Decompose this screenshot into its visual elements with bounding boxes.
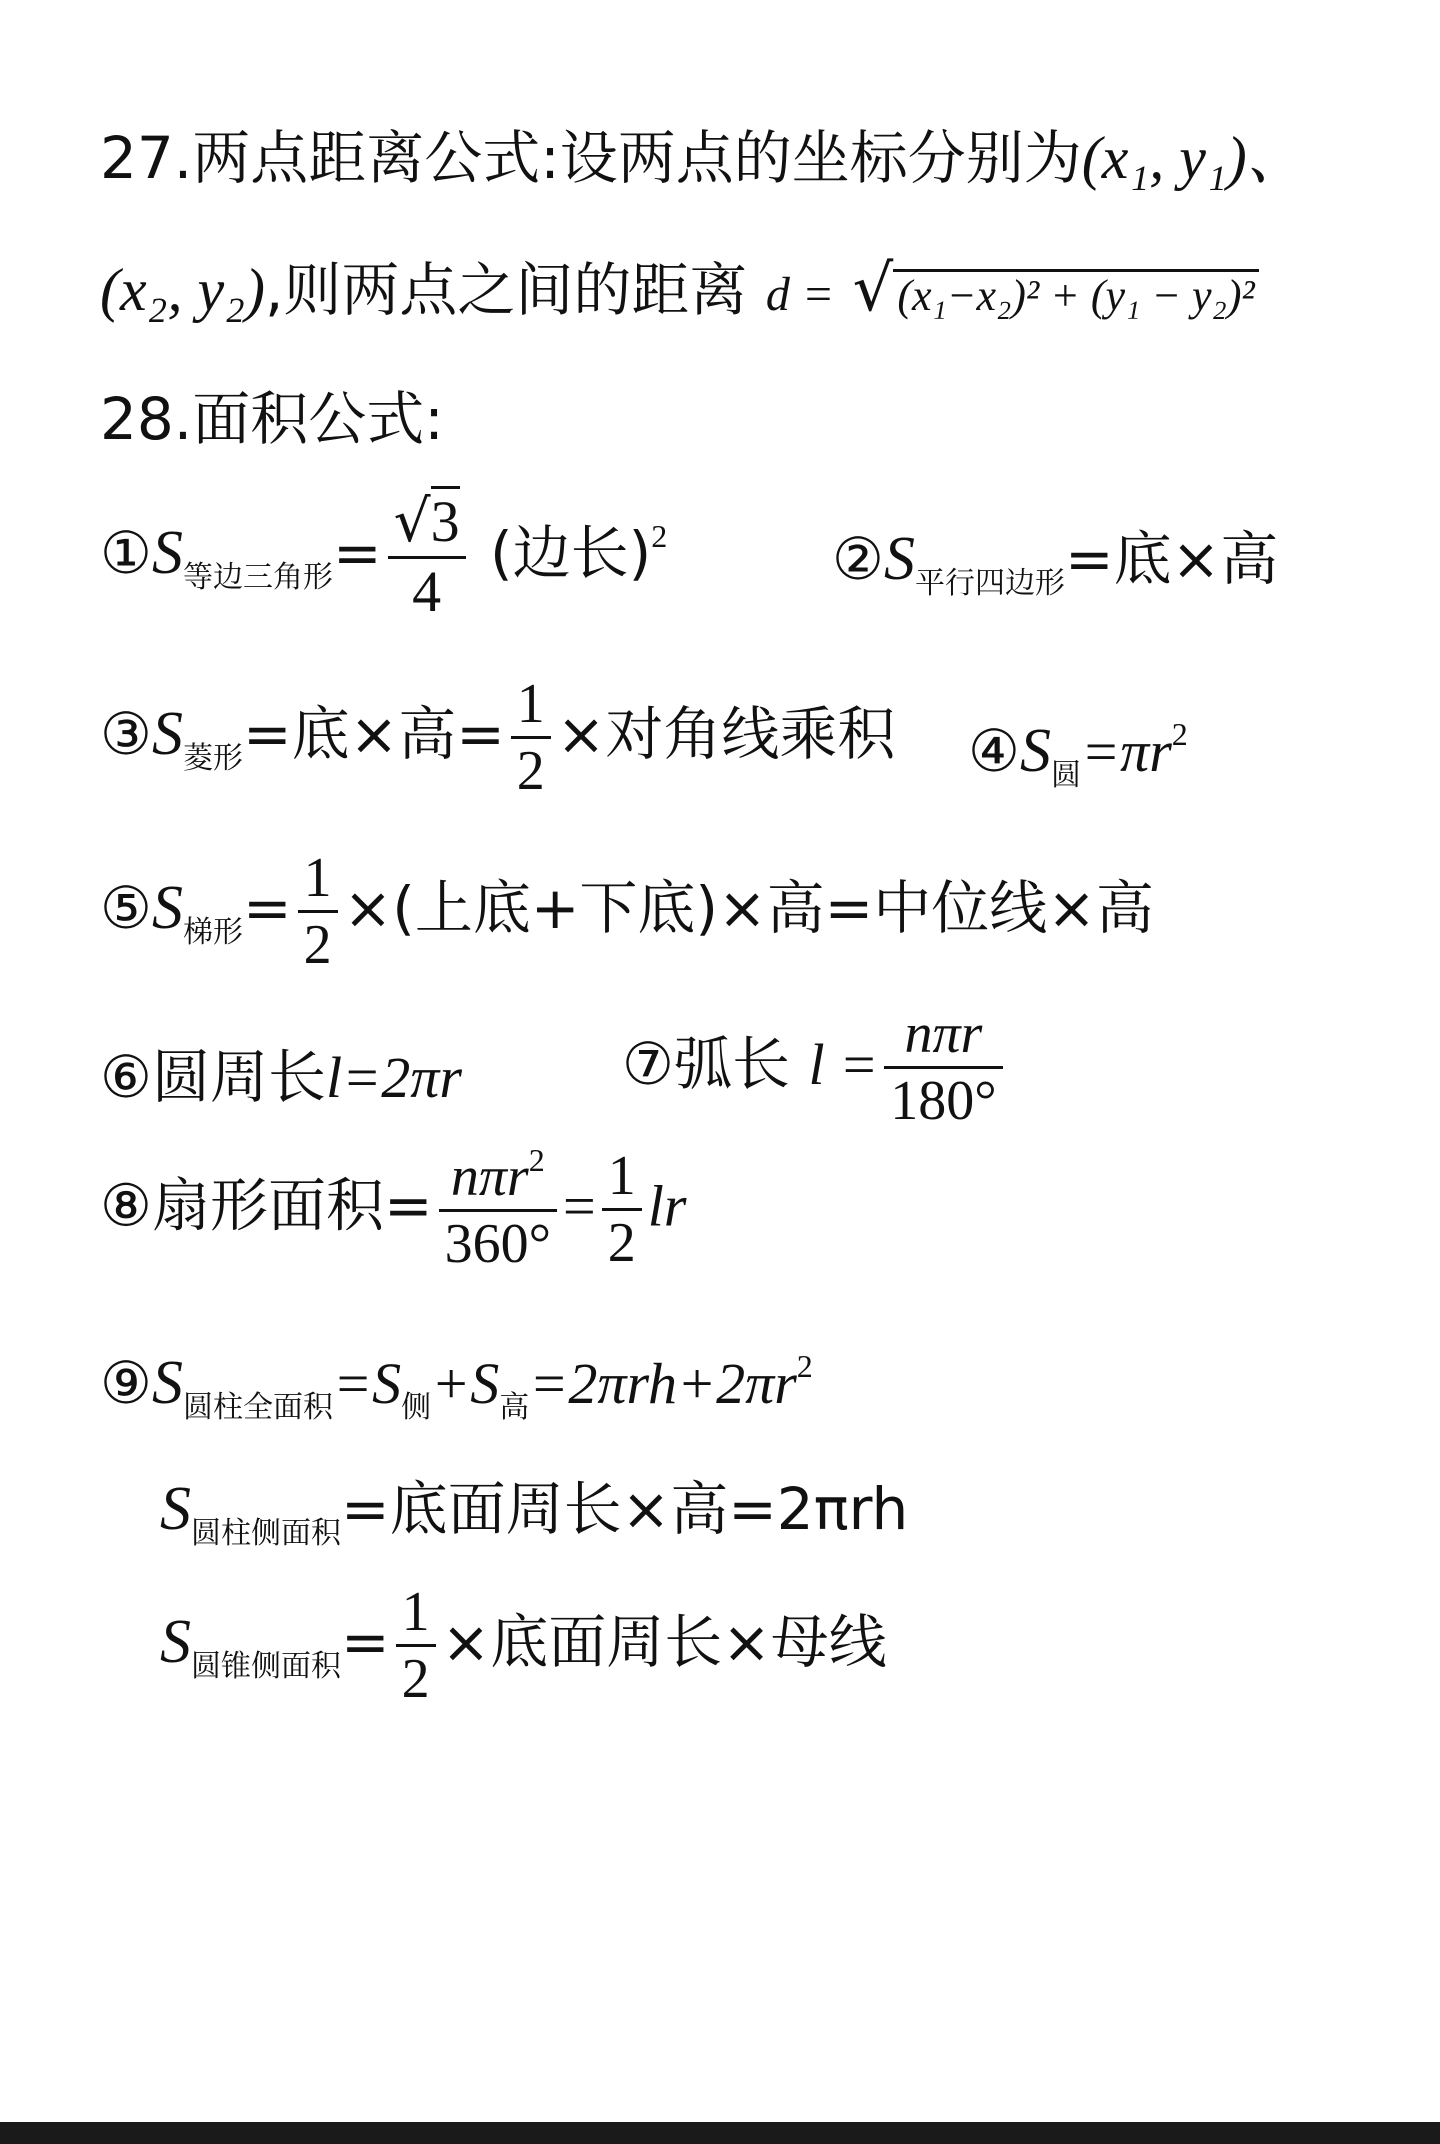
denominator: 2 — [607, 1211, 636, 1274]
distance-sqrt: √(x₁−x₂)² + (y₁ − y₂)² — [853, 258, 1259, 322]
fraction — [396, 1580, 436, 1712]
circle-mark-5: ⑤ — [100, 874, 152, 942]
label: 弧长 — [674, 1030, 791, 1098]
denominator: 2 — [516, 740, 545, 803]
plus-term: +S — [431, 1351, 500, 1416]
area-symbol: S — [884, 525, 915, 593]
area-symbol: S — [152, 700, 183, 768]
mid-text: =底×高= — [243, 700, 505, 768]
tail-text: (边长) — [490, 518, 652, 587]
tail: lr — [647, 1173, 687, 1239]
item-27-title: 27.两点距离公式:设两点的坐标分别为 — [100, 124, 1082, 192]
subscript: 等边三角形 — [183, 559, 333, 595]
formula-5 — [100, 846, 1154, 978]
circle-mark-9: ⑨ — [100, 1349, 152, 1417]
equals: = — [333, 518, 382, 587]
sqrt-value: 3 — [431, 486, 460, 554]
distance-lhs: d = — [765, 268, 835, 321]
tail-text: ×底面周长×母线 — [441, 1608, 887, 1676]
subscript: 圆柱侧面积 — [191, 1516, 341, 1551]
subscript: 圆柱全面积 — [183, 1390, 333, 1425]
distance-radicand: (x₁−x₂)² + (y₁ − y₂)² — [893, 269, 1258, 318]
denominator: 4 — [412, 558, 442, 624]
power: 2 — [796, 1348, 813, 1384]
numerator: 1 — [298, 846, 338, 913]
power: 2 — [528, 1142, 545, 1178]
label: 圆周长 — [152, 1043, 327, 1111]
circle-mark-1: ① — [100, 518, 152, 587]
formula-7 — [622, 1002, 1009, 1134]
fraction-2 — [602, 1144, 642, 1276]
tail-text: ×(上底+下底)×高=中位线×高 — [343, 874, 1154, 942]
numerator: 1 — [602, 1144, 642, 1211]
subscript-1: 侧 — [401, 1390, 432, 1425]
numerator: 1 — [511, 672, 551, 739]
numerator: nπr — [884, 1002, 1002, 1069]
formula-8 — [100, 1142, 686, 1277]
rhs: =πr — [1081, 719, 1172, 784]
item-28-title — [100, 385, 444, 453]
fraction — [439, 1142, 557, 1277]
numerator: 1 — [396, 1580, 436, 1647]
denominator: 2 — [401, 1648, 430, 1711]
item-28-title-text: 28.面积公式: — [100, 385, 444, 453]
tail-text: ×对角线乘积 — [556, 700, 896, 768]
formula-6 — [100, 1043, 462, 1111]
area-symbol: S — [1020, 717, 1051, 785]
formula-3 — [100, 672, 895, 804]
area-symbol: S — [160, 1608, 191, 1676]
rhs-1: =S — [333, 1351, 402, 1416]
denominator: 180° — [890, 1070, 997, 1133]
scan-border — [0, 2122, 1440, 2144]
formula-9 — [100, 1350, 813, 1423]
rhs-2: =2πrh+2πr — [529, 1351, 797, 1416]
area-symbol: S — [152, 874, 183, 942]
formula-9c — [160, 1580, 887, 1712]
subscript: 菱形 — [183, 741, 243, 776]
subscript: 平行四边形 — [915, 566, 1065, 601]
label: 扇形面积= — [152, 1171, 433, 1240]
numerator-text: nπr — [450, 1146, 529, 1208]
fraction — [884, 1002, 1002, 1134]
equals: = — [341, 1608, 390, 1676]
point-1: (x₁, y₁)、 — [1081, 125, 1307, 191]
formula-1 — [100, 488, 667, 625]
circle-mark-8: ⑧ — [100, 1171, 152, 1240]
subscript: 梯形 — [183, 915, 243, 950]
item-27-title-line — [100, 124, 1307, 192]
subscript-2: 高 — [499, 1390, 530, 1425]
area-symbol: S — [152, 1349, 183, 1417]
formula-2 — [832, 525, 1279, 601]
power: 2 — [1171, 716, 1188, 752]
point-2: (x₂, y₂) — [100, 257, 265, 323]
fraction — [388, 488, 466, 625]
formula-9b — [160, 1475, 909, 1551]
circle-mark-7: ⑦ — [622, 1030, 674, 1098]
lhs: l = — [808, 1032, 879, 1097]
item-27-formula-line — [100, 252, 1259, 326]
numerator — [439, 1142, 557, 1212]
formula: l=2πr — [326, 1045, 462, 1110]
rhs: =底×高 — [1065, 525, 1279, 593]
numerator: √3 — [388, 488, 466, 559]
equals: = — [243, 874, 292, 942]
equals: = — [563, 1173, 596, 1239]
fraction — [511, 672, 551, 804]
rhs: =底面周长×高=2πrh — [341, 1475, 909, 1543]
circle-mark-3: ③ — [100, 700, 152, 768]
denominator: 360° — [444, 1213, 552, 1276]
circle-mark-6: ⑥ — [100, 1043, 152, 1111]
subscript: 圆 — [1051, 758, 1081, 793]
denominator: 2 — [303, 914, 332, 977]
area-symbol: S — [160, 1475, 191, 1543]
formula-4 — [968, 718, 1188, 791]
power: 2 — [651, 517, 668, 554]
distance-text: ,则两点之间的距离 — [264, 256, 748, 324]
circle-mark-2: ② — [832, 525, 884, 593]
fraction — [298, 846, 338, 978]
circle-mark-4: ④ — [968, 717, 1020, 785]
area-symbol: S — [152, 518, 183, 587]
subscript: 圆锥侧面积 — [191, 1649, 341, 1684]
